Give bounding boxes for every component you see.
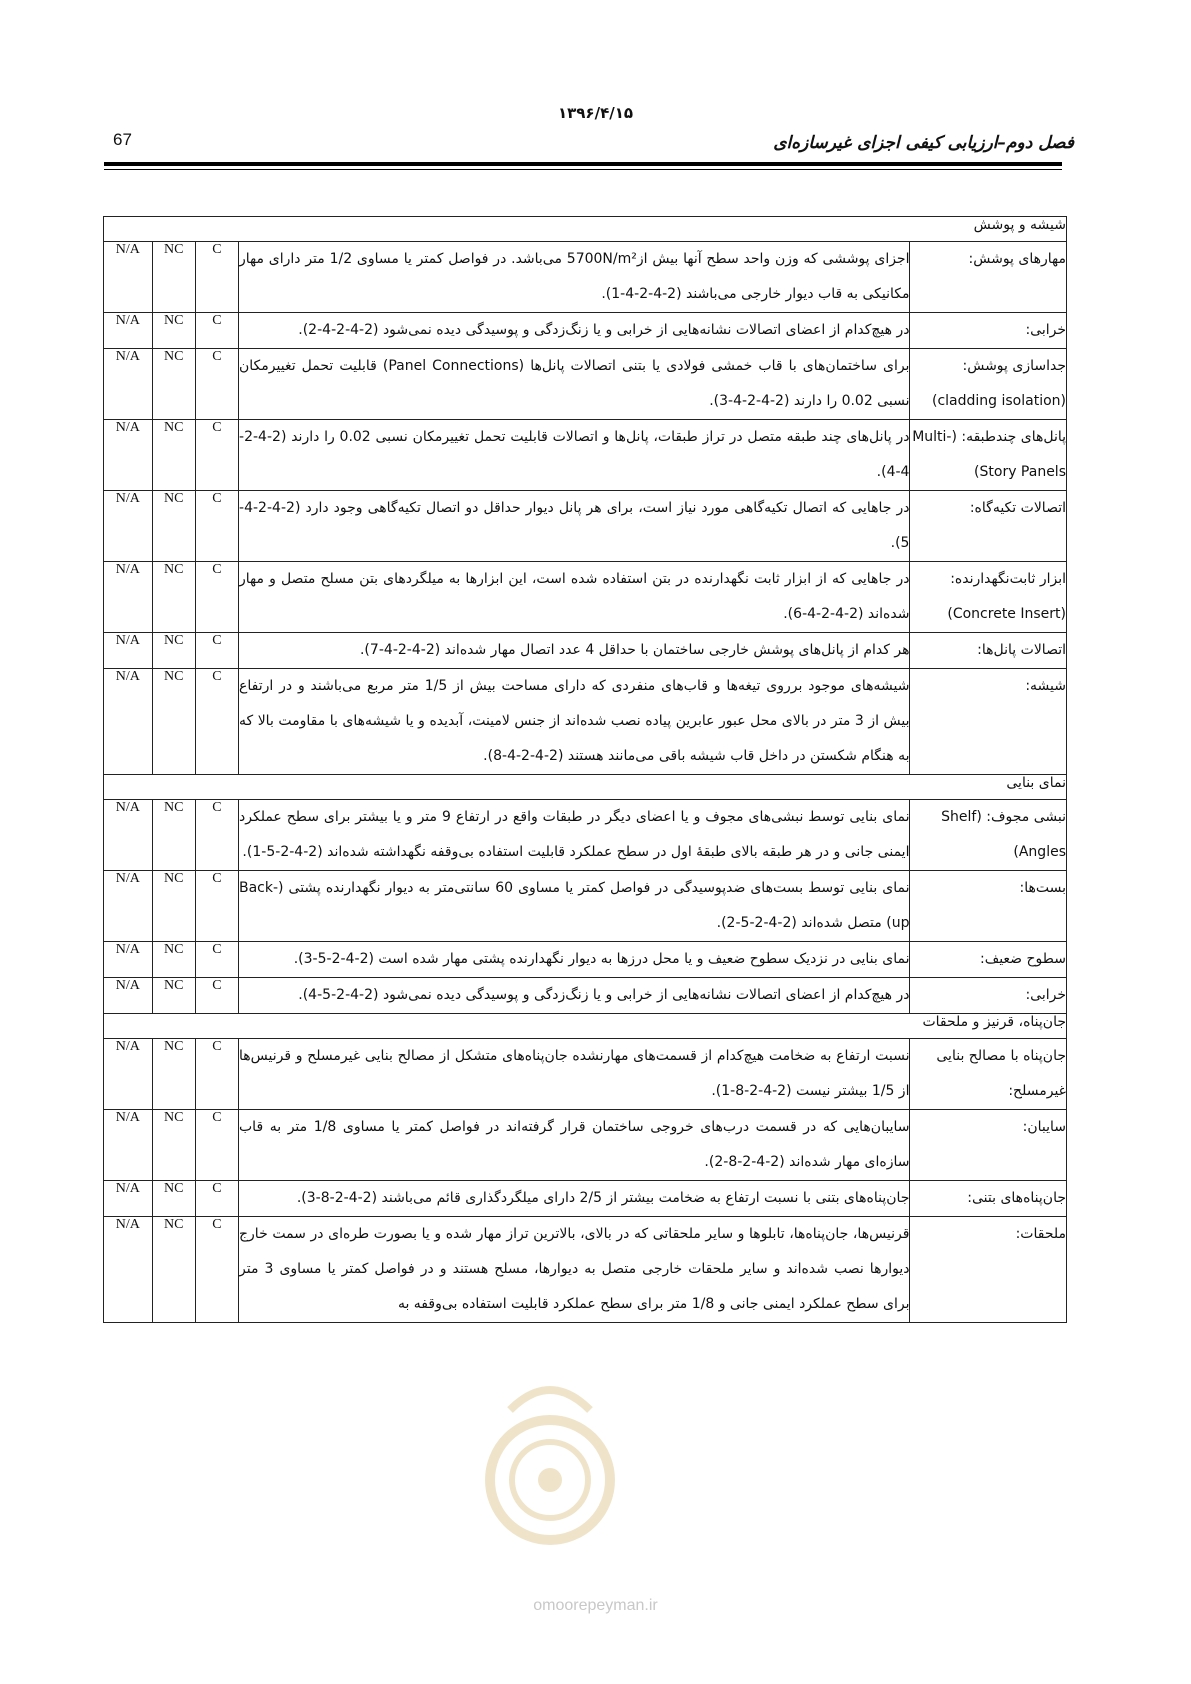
code-nc: NC [152,978,195,1014]
table-row [104,669,1067,775]
table-row [104,800,1067,871]
code-nc: NC [152,633,195,669]
criterion-label: خرابی: [910,978,1067,1014]
code-nc: NC [152,1217,195,1323]
code-c: C [195,1217,238,1323]
criterion-label: نبشی مجوف: (Shelf Angles) [910,800,1067,871]
table-row [104,491,1067,562]
table-row [104,1217,1067,1323]
code-c: C [195,1039,238,1110]
criterion-text: نمای بنایی توسط بست‌های ضدپوسیدگی در فواصل کمتر یا مساوی 60 سانتی‌متر به دیوار نگهدارنده پشتی (Back-up) متصل شده‌اند (2-4-2-5-2). [239,871,910,942]
table-row [104,242,1067,313]
code-c: C [195,242,238,313]
criterion-text: در هیچ‌کدام از اعضای اتصالات نشانه‌هایی از خرابی و یا زنگ‌زدگی و پوسیدگی دیده نمی‌شود (2-4-2-4-2). [239,313,910,349]
code-c: C [195,871,238,942]
section-header-row [104,775,1067,800]
criterion-text: در هیچ‌کدام از اعضای اتصالات نشانه‌هایی از خرابی و یا زنگ‌زدگی و پوسیدگی دیده نمی‌شود (2-4-2-5-4). [239,978,910,1014]
code-nc: NC [152,420,195,491]
section-header-row [104,217,1067,242]
code-nc: NC [152,491,195,562]
code-c: C [195,942,238,978]
criterion-label: ابزار ثابت‌نگهدارنده: (Concrete Insert) [910,562,1067,633]
code-na: N/A [104,491,153,562]
code-na: N/A [104,942,153,978]
criterion-text: جان‌پناه‌های بتنی با نسبت ارتفاع به ضخامت بیشتر از 2/5 دارای میلگردگذاری قائم می‌باشند (2-4-2-8-3). [239,1181,910,1217]
code-na: N/A [104,800,153,871]
criterion-text: برای ساختمان‌های با قاب خمشی فولادی یا بتنی اتصالات پانل‌ها (Panel Connections) قابلیت تحمل تغییرمکان نسبی 0.02 را دارند (2-4-2-4-3). [239,349,910,420]
code-na: N/A [104,978,153,1014]
code-c: C [195,1181,238,1217]
criterion-label: جان‌پناه با مصالح بنایی غیرمسلح: [910,1039,1067,1110]
section-header-row [104,1014,1067,1039]
table-row [104,1039,1067,1110]
code-nc: NC [152,1181,195,1217]
criterion-text: در پانل‌های چند طبقه متصل در تراز طبقات، پانل‌ها و اتصالات قابلیت تحمل تغییرمکان نسبی 0.02 را دارند (2-4-2-4-4). [239,420,910,491]
code-c: C [195,420,238,491]
criterion-text: سایبان‌هایی که در قسمت درب‌های خروجی ساختمان قرار گرفته‌اند در فواصل کمتر یا مساوی 1/8 متر به قاب سازه‌ای مهار شده‌اند (2-4-2-8-2). [239,1110,910,1181]
code-nc: NC [152,800,195,871]
criterion-label: بست‌ها: [910,871,1067,942]
page-number: 67 [113,130,132,149]
code-na: N/A [104,313,153,349]
footer-website: omoorepeyman.ir [533,1597,658,1614]
code-nc: NC [152,669,195,775]
criterion-text: قرنیس‌ها، جان‌پناه‌ها، تابلوها و سایر ملحقاتی که در بالای، بالاترین تراز مهار شده و یا بصورت طره‌ای در سمت خارج دیوارها نصب شده‌اند و سایر ملحقات خارجی متصل به دیوارها، مسلح هستند و در فواصل کمتر یا مساوی 3 متر برای سطح عملکرد ایمنی جانی و 1/8 متر برای سطح عملکرد قابلیت استفاده بی‌وقفه به [239,1217,910,1323]
code-c: C [195,491,238,562]
code-na: N/A [104,1110,153,1181]
table-row [104,942,1067,978]
chapter-title: فصل دوم–ارزیابی کیفی اجزای غیرسازه‌ای [773,133,1074,153]
code-c: C [195,978,238,1014]
code-nc: NC [152,562,195,633]
table-row [104,633,1067,669]
watermark-logo [470,1370,630,1560]
code-c: C [195,669,238,775]
criterion-text: در جاهایی که از ابزار ثابت نگهدارنده در بتن استفاده شده است، این ابزارها به میلگردهای بتن مسلح متصل و مهار شده‌اند (2-4-2-4-6). [239,562,910,633]
criterion-text: نمای بنایی توسط نبشی‌های مجوف و یا اعضای دیگر در طبقات واقع در ارتفاع 9 متر و یا بیشتر برای سطح عملکرد ایمنی جانی و در هر طبقه بالای طبقهٔ اول در سطح عملکرد قابلیت استفاده بی‌وقفه نگهداشته شده‌اند (2-4-2-5-1). [239,800,910,871]
code-na: N/A [104,242,153,313]
criterion-label: اتصالات تکیه‌گاه: [910,491,1067,562]
criterion-label: سطوح ضعیف: [910,942,1067,978]
criterion-text: شیشه‌های موجود برروی تیغه‌ها و قاب‌های منفردی که دارای مساحت بیش از 1/5 متر مربع می‌باشند و در ارتفاع بیش از 3 متر در بالای محل عبور عابرین پیاده نصب شده‌اند از جنس لامینت، آبدیده و یا شیشه‌های با مقاومت بالا که به هنگام شکستن در داخل قاب شیشه باقی می‌مانند هستند (2-4-2-4-8). [239,669,910,775]
criterion-label: جان‌پناه‌های بتنی: [910,1181,1067,1217]
code-nc: NC [152,1110,195,1181]
section-title: جان‌پناه، قرنیز و ملحقات [104,1014,1067,1039]
code-nc: NC [152,871,195,942]
code-nc: NC [152,313,195,349]
checklist-table [103,216,1067,1323]
code-nc: NC [152,1039,195,1110]
criterion-label: جداسازی پوشش: (cladding isolation) [910,349,1067,420]
criterion-text: اجزای پوششی که وزن واحد سطح آنها بیش از5700N/m² می‌باشد. در فواصل کمتر یا مساوی 1/2 متر دارای مهار مکانیکی به قاب دیوار خارجی می‌باشند (2-4-2-4-1). [239,242,910,313]
code-na: N/A [104,871,153,942]
table-row [104,1110,1067,1181]
code-nc: NC [152,242,195,313]
code-c: C [195,313,238,349]
code-na: N/A [104,1039,153,1110]
criterion-label: ملحقات: [910,1217,1067,1323]
code-nc: NC [152,942,195,978]
code-nc: NC [152,349,195,420]
table-row [104,562,1067,633]
criterion-label: سایبان: [910,1110,1067,1181]
header-thin-rule [104,169,1062,170]
table-row [104,1181,1067,1217]
table-row [104,978,1067,1014]
criterion-label: شیشه: [910,669,1067,775]
section-title: نمای بنایی [104,775,1067,800]
table-row [104,420,1067,491]
code-na: N/A [104,349,153,420]
table-row [104,349,1067,420]
code-c: C [195,562,238,633]
table-row [104,871,1067,942]
criterion-label: خرابی: [910,313,1067,349]
section-title: شیشه و پوشش [104,217,1067,242]
code-na: N/A [104,1217,153,1323]
criterion-text: در جاهایی که اتصال تکیه‌گاهی مورد نیاز است، برای هر پانل دیوار حداقل دو اتصال تکیه‌گاهی وجود دارد (2-4-2-4-5). [239,491,910,562]
code-c: C [195,800,238,871]
code-na: N/A [104,420,153,491]
code-c: C [195,633,238,669]
criterion-text: نمای بنایی در نزدیک سطوح ضعیف و یا محل درزها به دیوار نگهدارنده پشتی مهار شده است (2-4-2-5-3). [239,942,910,978]
header-thick-rule [104,162,1062,166]
criterion-label: اتصالات پانل‌ها: [910,633,1067,669]
criterion-label: پانل‌های چندطبقه: (Multi-Story Panels) [910,420,1067,491]
code-na: N/A [104,669,153,775]
criterion-text: هر کدام از پانل‌های پوشش خارجی ساختمان با حداقل 4 عدد اتصال مهار شده‌اند (2-4-2-4-7). [239,633,910,669]
code-na: N/A [104,562,153,633]
criterion-text: نسبت ارتفاع به ضخامت هیچ‌کدام از قسمت‌های مهارنشده جان‌پناه‌های متشکل از مصالح بنایی غیرمسلح و قرنیس‌ها از 1/5 بیشتر نیست (2-4-2-8-1). [239,1039,910,1110]
code-na: N/A [104,633,153,669]
table-row [104,313,1067,349]
code-na: N/A [104,1181,153,1217]
code-c: C [195,349,238,420]
code-c: C [195,1110,238,1181]
document-date: ۱۳۹۶/۴/۱۵ [557,104,634,122]
criterion-label: مهارهای پوشش: [910,242,1067,313]
